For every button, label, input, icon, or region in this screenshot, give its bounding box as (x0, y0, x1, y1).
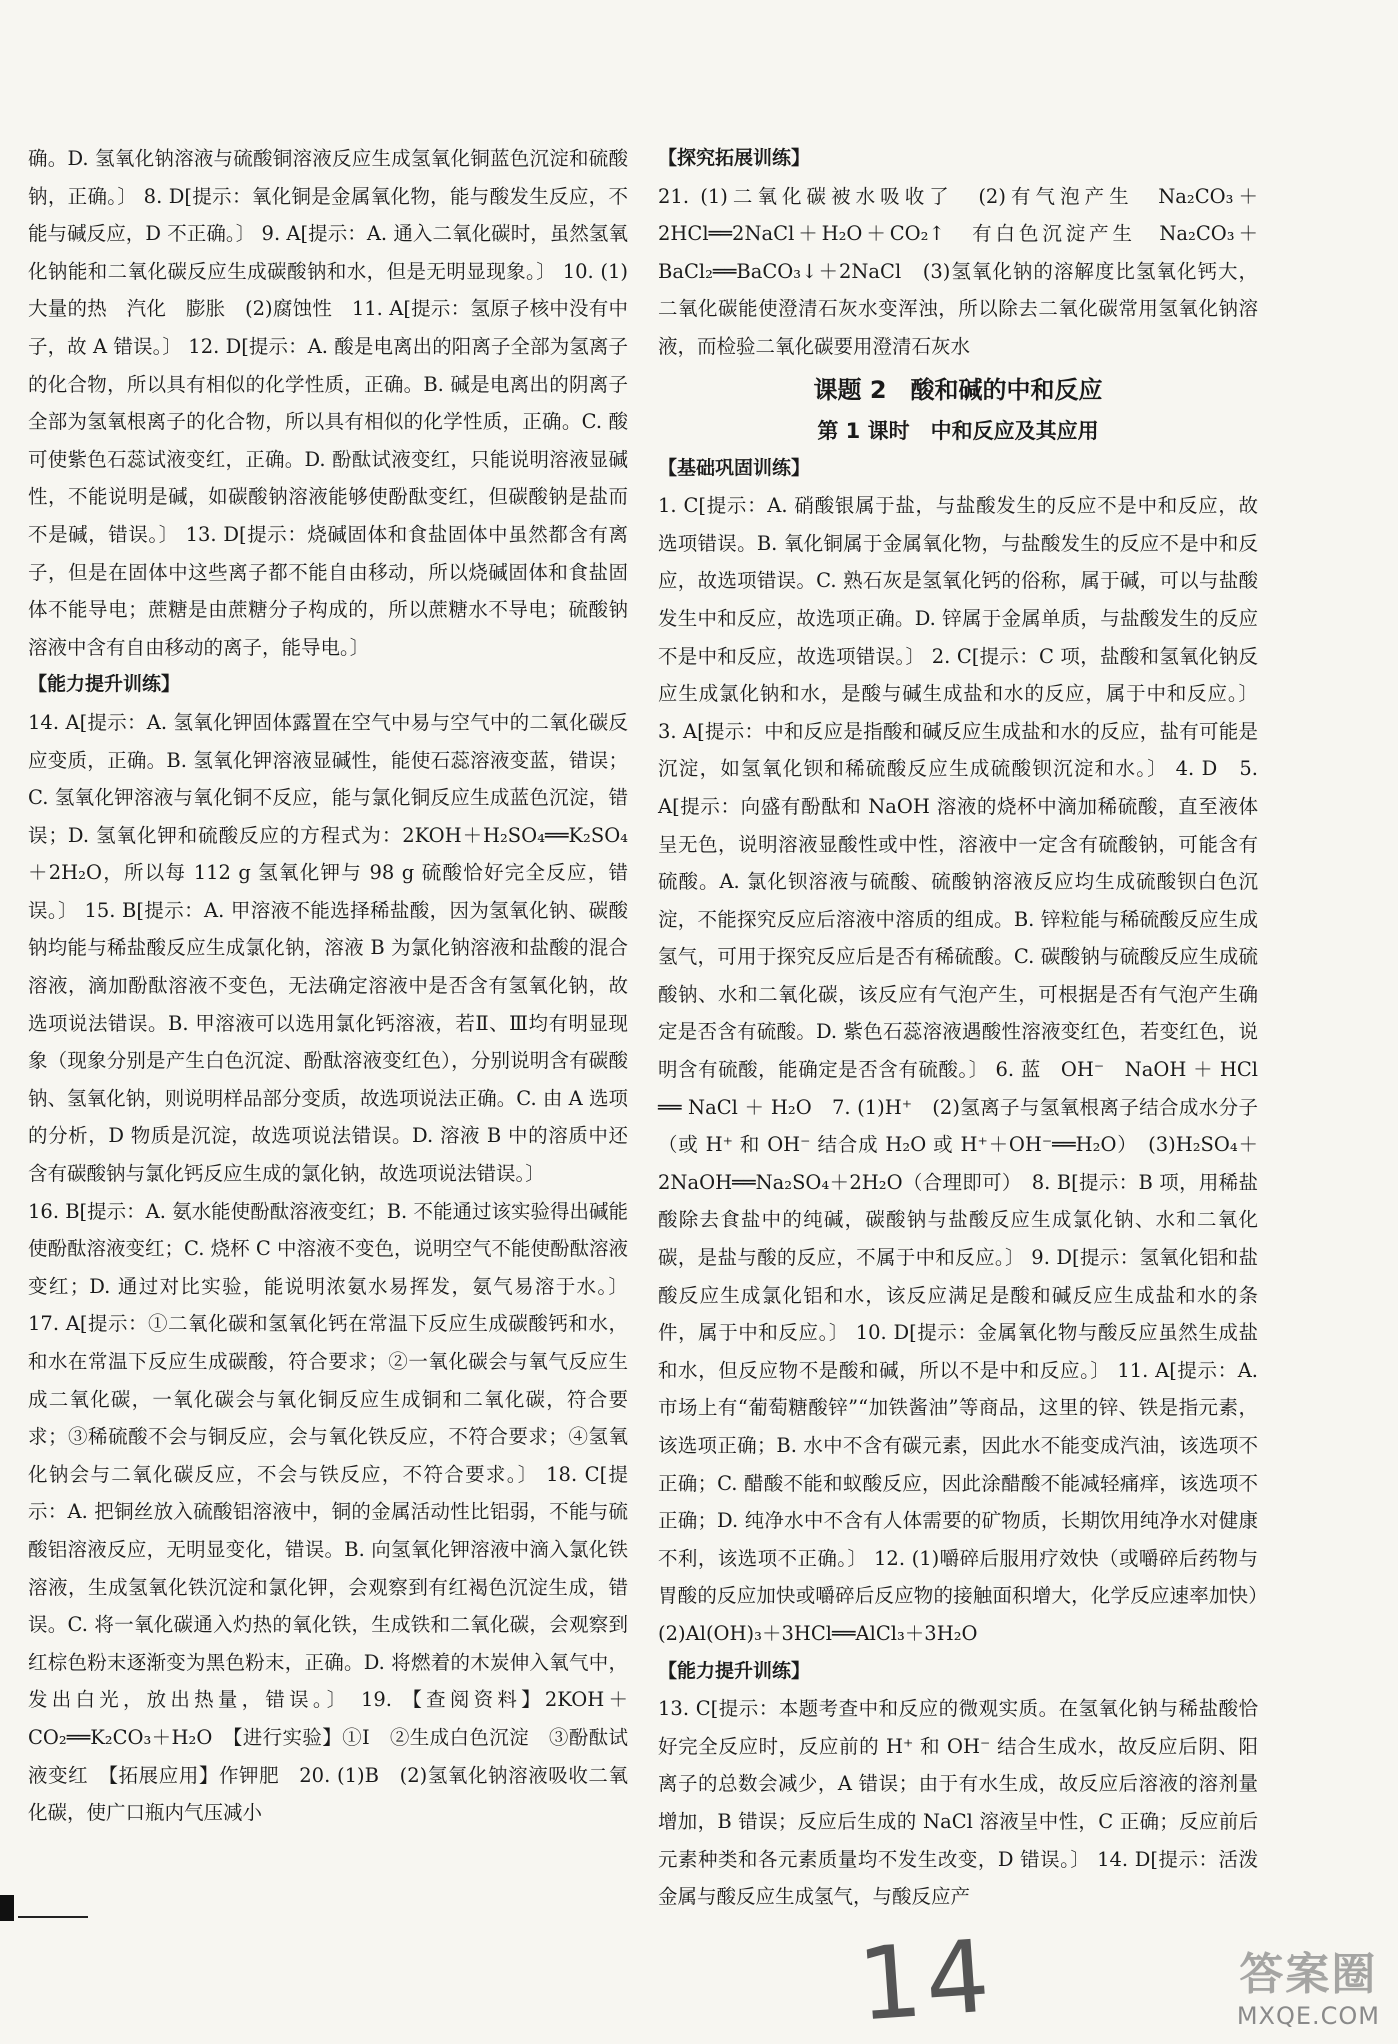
answer-paragraph: 21. (1)二氧化碳被水吸收了 (2)有气泡产生 Na₂CO₃＋2HCl══2NaCl＋H₂O＋CO₂↑ 有白色沉淀产生 Na₂CO₃＋BaCl₂══BaCO₃↓＋2NaCl (3)氢氧化钠的溶解度比氢氧化钙大，二氧化碳能使澄清石灰水变浑浊，所以除去二氧化碳常用氢氧化钠溶液，而检验二氧化碳要用澄清石灰水 (658, 184, 1258, 358)
watermark-url: MXQE.COM (1236, 2002, 1380, 2030)
right-column (658, 140, 1278, 1916)
watermark-logo: 答案圈 (1239, 1949, 1378, 2000)
left-column (28, 140, 628, 1832)
lesson-title: 第 1 课时 中和反应及其应用 (817, 418, 1099, 443)
section-heading-explore: 【探究拓展训练】 (658, 147, 811, 169)
answer-paragraph: 13. C[提示：本题考查中和反应的微观实质。在氢氧化钠与稀盐酸恰好完全反应时，反应前的 H⁺ 和 OH⁻ 结合生成水，故反应后阴、阳离子的总数会减少，A 错误；由于有水生成，故反应后溶液的溶剂量增加，B 错误；反应后生成的 NaCl 溶液呈中性，C 正确；反应前后元素种类和各元素质量均不发生改变，D 错误。〕 14. D[提示：活泼金属与酸反应生成氢气，与酸反应产 (658, 1697, 1258, 1909)
answer-paragraph: 确。D. 氢氧化钠溶液与硫酸铜溶液反应生成氢氧化铜蓝色沉淀和硫酸钠，正确。〕 8. D[提示：氧化铜是金属氧化物，能与酸发生反应，不能与碱反应，D 不正确。〕 9. A[提示：A. 通入二氧化碳时，虽然氢氧化钠能和二氧化碳反应生成碳酸钠和水，但是无明显现象。〕 10. (1)大量的热 汽化 膨胀 (2)腐蚀性 11. A[提示：氢原子核中没有中子，故 A 错误。〕 12. D[提示：A. 酸是电离出的阳离子全部为氢离子的化合物，所以具有相似的化学性质，正确。B. 碱是电离出的阴离子全部为氢氧根离子的化合物，所以具有相似的化学性质，正确。C. 酸可使紫色石蕊试液变红，正确。D. 酚酞试液变红，只能说明溶液显碱性，不能说明是碱，如碳酸钠溶液能够使酚酞变红，但碳酸钠是盐而不是碱，错误。〕 13. D[提示：烧碱固体和食盐固体中虽然都含有离子，但是在固体中这些离子都不能自由移动，所以烧碱固体和食盐固体不能导电；蔗糖是由蔗糖分子构成的，所以蔗糖水不导电；硫酸钠溶液中含有自由移动的离子，能导电。〕 (28, 147, 628, 659)
answer-paragraph: 1. C[提示：A. 硝酸银属于盐，与盐酸发生的反应不是中和反应，故选项错误。B. 氧化铜属于金属氧化物，与盐酸发生的反应不是中和反应，故选项错误。C. 熟石灰是氢氧化钙的俗称，属于碱，可以与盐酸发生中和反应，故选项正确。D. 锌属于金属单质，与盐酸发生的反应不是中和反应，故选项错误。〕 2. C[提示：C 项，盐酸和氢氧化钠反应生成氯化钠和水，是酸与碱生成盐和水的反应，属于中和反应。〕 3. A[提示：中和反应是指酸和碱反应生成盐和水的反应，盐有可能是沉淀，如氢氧化钡和稀硫酸反应生成硫酸钡沉淀和水。〕 4. D 5. A[提示：向盛有酚酞和 NaOH 溶液的烧杯中滴加稀硫酸，直至液体呈无色，说明溶液显酸性或中性，溶液中一定含有硫酸钠，可能含有硫酸。A. 氯化钡溶液与硫酸、硫酸钠溶液反应均生成硫酸钡白色沉淀，不能探究反应后溶液中溶质的组成。B. 锌粒能与稀硫酸反应生成氢气，可用于探究反应后是否有稀硫酸。C. 碳酸钠与硫酸反应生成硫酸钠、水和二氧化碳，该反应有气泡产生，可根据是否有气泡产生确定是否含有硫酸。D. 紫色石蕊溶液遇酸性溶液变红色，若变红色，说明含有硫酸，能确定是否含有硫酸。〕 6. 蓝 OH⁻ NaOH ＋ HCl ══ NaCl ＋ H₂O 7. (1)H⁺ (2)氢离子与氢氧根离子结合成水分子（或 H⁺ 和 OH⁻ 结合成 H₂O 或 H⁺＋OH⁻══H₂O） (3)H₂SO₄＋2NaOH══Na₂SO₄＋2H₂O（合理即可） 8. B[提示：B 项，用稀盐酸除去食盐中的纯碱，碳酸钠与盐酸反应生成氯化钠、水和二氧化碳，是盐与酸的反应，不属于中和反应。〕 9. D[提示：氢氧化铝和盐酸反应生成氯化铝和水，该反应满足是酸和碱反应生成盐和水的条件，属于中和反应。〕 10. D[提示：金属氧化物与酸反应虽然生成盐和水，但反应物不是酸和碱，所以不是中和反应。〕 11. A[提示：A. 市场上有“葡萄糖酸锌”“加铁酱油”等商品，这里的锌、铁是指元素，该选项正确；B. 水中不含有碳元素，因此水不能变成汽油，该选项不正确；C. 醋酸不能和蚁酸反应，因此涂醋酸不能减轻痛痒，该选项不正确；D. 纯净水中不含有人体需要的矿物质，长期饮用纯净水对健康不利，该选项不正确。〕 12. (1)嚼碎后服用疗效快（或嚼碎后药物与胃酸的反应加快或嚼碎后反应物的接触面积增大，化学反应速率加快） (2)Al(OH)₃＋3HCl══AlCl₃＋3H₂O (658, 494, 1278, 1645)
watermark (1237, 1938, 1380, 2030)
answer-paragraph: 16. B[提示：A. 氨水能使酚酞溶液变红；B. 不能通过该实验得出碱能使酚酞溶液变红；C. 烧杯 C 中溶液不变色，说明空气不能使酚酞溶液变红；D. 通过对比实验，能说明浓氨水易挥发，氨气易溶于水。〕 17. A[提示：①二氧化碳和氢氧化钙在常温下反应生成碳酸钙和水，和水在常温下反应生成碳酸，符合要求；②一氧化碳会与氧气反应生成二氧化碳，一氧化碳会与氧化铜反应生成铜和二氧化碳，符合要求；③稀硫酸不会与铜反应，会与氧化铁反应，不符合要求；④氢氧化钠会与二氧化碳反应，不会与铁反应，不符合要求。〕 18. C[提示：A. 把铜丝放入硫酸铝溶液中，铜的金属活动性比铝弱，不能与硫酸铝溶液反应，无明显变化，错误。B. 向氢氧化钾溶液中滴入氯化铁溶液，生成氢氧化铁沉淀和氯化钾，会观察到有红褐色沉淀生成，错误。C. 将一氧化碳通入灼热的氧化铁，生成铁和二氧化碳，会观察到红棕色粉末逐渐变为黑色粉末，正确。D. 将燃着的木炭伸入氧气中，发出白光，放出热量，错误。〕 19. 【查阅资料】2KOH＋CO₂══K₂CO₃＋H₂O 【进行实验】①Ⅰ ②生成白色沉淀 ③酚酞试液变红 【拓展应用】作钾肥 20. (1)B (2)氢氧化钠溶液吸收二氧化碳，使广口瓶内气压减小 (28, 1199, 628, 1825)
topic-title: 课题 2 酸和碱的中和反应 (813, 375, 1103, 404)
section-heading-ability: 【能力提升训练】 (658, 1659, 811, 1682)
section-heading-basic: 【基础巩固训练】 (658, 456, 811, 479)
page-footer-rule (18, 1916, 88, 1918)
page-edge-marker (0, 1895, 14, 1921)
handwritten-page-number: 14 (854, 1917, 998, 2044)
section-heading-ability: 【能力提升训练】 (28, 673, 181, 696)
answer-paragraph: 14. A[提示：A. 氢氧化钾固体露置在空气中易与空气中的二氧化碳反应变质，正确。B. 氢氧化钾溶液显碱性，能使石蕊溶液变蓝，错误；C. 氢氧化钾溶液与氧化铜不反应，能与氯化铜反应生成蓝色沉淀，错误；D. 氢氧化钾和硫酸反应的方程式为：2KOH＋H₂SO₄══K₂SO₄＋2H₂O，所以每 112 g 氢氧化钾与 98 g 硫酸恰好完全反应，错误。〕 15. B[提示：A. 甲溶液不能选择稀盐酸，因为氢氧化钠、碳酸钠均能与稀盐酸反应生成氯化钠，溶液 B 为氯化钠溶液和盐酸的混合溶液，滴加酚酞溶液不变色，无法确定溶液中是否含有氢氧化钠，故选项说法错误。B. 甲溶液可以选用氯化钙溶液，若Ⅱ、Ⅲ均有明显现象（现象分别是产生白色沉淀、酚酞溶液变红色），分别说明含有碳酸钠、氢氧化钠，则说明样品部分变质，故选项说法正确。C. 由 A 选项的分析，D 物质是沉淀，故选项说法错误。D. 溶液 B 中的溶质中还含有碳酸钠与氯化钙反应生成的氯化钠，故选项说法错误。〕 (28, 710, 628, 1186)
